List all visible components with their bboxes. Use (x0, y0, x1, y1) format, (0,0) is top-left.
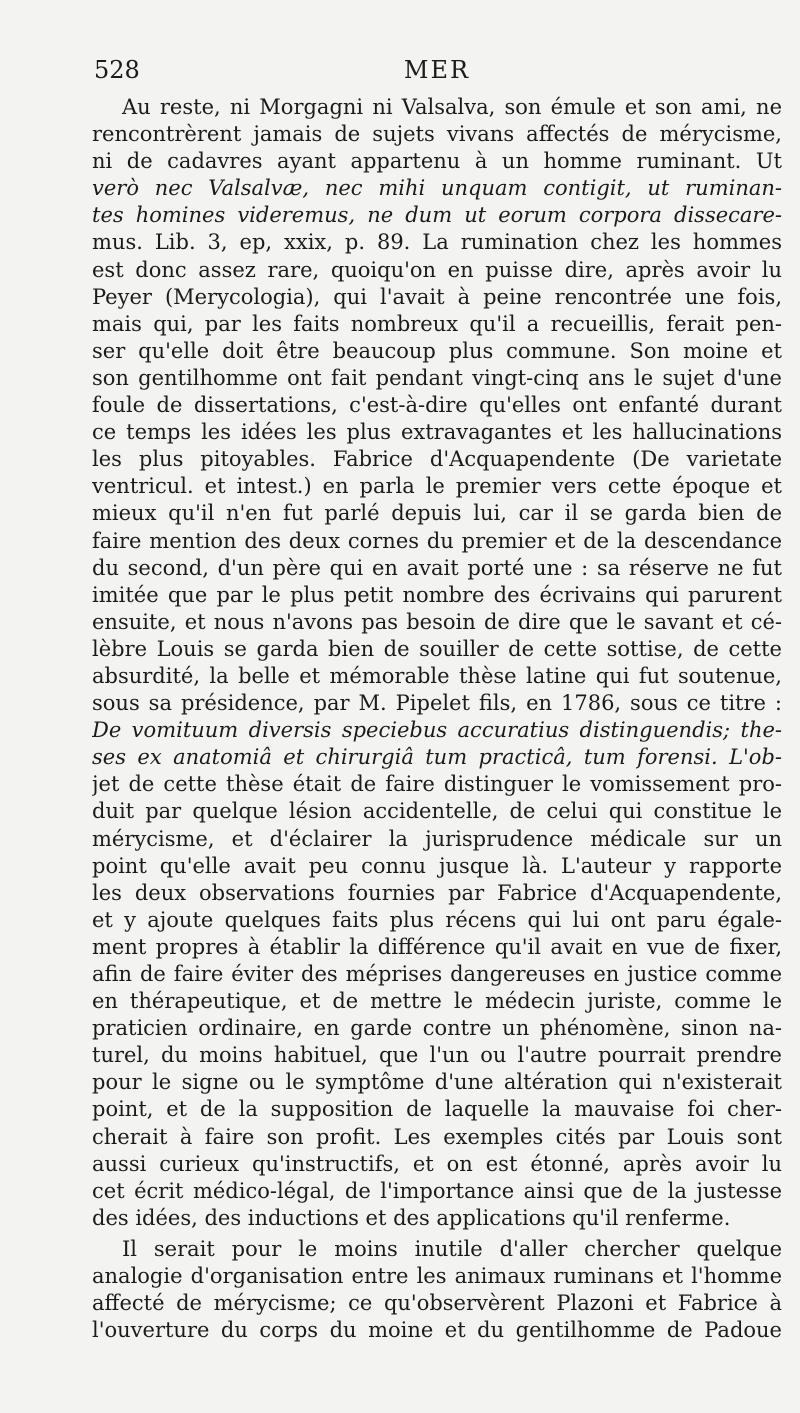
text-line: point, et de la supposition de laquelle la mauvaise foi cher- (92, 1097, 782, 1122)
text-line: mieux qu'il n'en fut parlé depuis lui, car il se garda bien de (92, 501, 782, 526)
text-line: pour le signe ou le symptôme d'une altération qui n'existerait (92, 1070, 782, 1095)
text-line: les deux observations fournies par Fabrice d'Acquapendente, (92, 880, 782, 905)
text-line: et y ajoute quelques faits plus récens qui lui ont paru égale- (92, 907, 782, 932)
text-line: ment propres à établir la différence qu'il avait en vue de fixer, (92, 934, 782, 959)
text-line: imitée que par le plus petit nombre des écrivains qui parurent (92, 582, 782, 607)
text-line: turel, du moins habituel, que l'un ou l'autre pourrait prendre (92, 1043, 782, 1068)
paragraph-2 (92, 1236, 782, 1344)
text-line: est donc assez rare, quoiqu'on en puisse dire, après avoir lu (92, 257, 782, 282)
text-line: du second, d'un père qui en avait porté une : sa réserve ne fut (92, 555, 782, 580)
text-line: sous sa présidence, par M. Pipelet fils, en 1786, sous ce titre : (92, 691, 782, 716)
text-line: duit par quelque lésion accidentelle, de celui qui constitue le (92, 799, 782, 824)
text-line: lèbre Louis se garda bien de souiller de cette sottise, de cette (92, 636, 782, 661)
text-line: ce temps les idées les plus extravagantes et les hallucinations (92, 420, 782, 445)
paragraph-1 (92, 94, 782, 1232)
text-line: mus. Lib. 3, ep, xxix, p. 89. La rumination chez les hommes (92, 230, 782, 255)
text-line: De vomituum diversis speciebus accuratius distinguendis; the- (92, 718, 782, 743)
text-line: point qu'elle avait peu connu jusque là. L'auteur y rapporte (92, 853, 782, 878)
text-line: tes homines videremus, ne dum ut eorum corpora dissecare- (92, 203, 782, 228)
text-line: Peyer (Merycologia), qui l'avait à peine rencontrée une fois, (92, 284, 782, 309)
text-line: les plus pitoyables. Fabrice d'Acquapendente (De varietate (92, 447, 782, 472)
text-line: afin de faire éviter des méprises dangereuses en justice comme (92, 962, 782, 986)
text-line: Il serait pour le moins inutile d'aller chercher quelque (122, 1236, 782, 1261)
page-number: 528 (94, 56, 140, 84)
text-line: analogie d'organisation entre les animaux ruminans et l'homme (92, 1264, 782, 1289)
text-line: Au reste, ni Morgagni ni Valsalva, son émule et son ami, ne (122, 95, 782, 119)
text-line: son gentilhomme ont fait pendant vingt-cinq ans le sujet d'une (92, 365, 782, 390)
text-line: des idées, des inductions et des applications qu'il renferme. (92, 1205, 731, 1230)
text-line: aussi curieux qu'instructifs, et on est étonné, après avoir lu (92, 1151, 782, 1176)
running-head: MER (403, 56, 471, 84)
text-line: ser qu'elle doit être beaucoup plus commune. Son moine et (92, 338, 782, 363)
text-line: foule de dissertations, c'est-à-dire qu'elles ont enfanté durant (92, 393, 782, 418)
text-line: rencontrèrent jamais de sujets vivans affectés de mérycisme, (92, 122, 782, 147)
text-line: affecté de mérycisme; ce qu'observèrent Plazoni et Fabrice à (92, 1291, 782, 1316)
text-line: absurdité, la belle et mémorable thèse latine qui fut soutenue, (92, 663, 782, 688)
text-line: faire mention des deux cornes du premier et de la descendance (92, 528, 782, 553)
text-line: praticien ordinaire, en garde contre un phénomène, sinon na- (92, 1016, 782, 1041)
text-line: mérycisme, et d'éclairer la jurisprudence médicale sur un (92, 826, 782, 851)
text-line: cet écrit médico-légal, de l'importance ainsi que de la justesse (92, 1178, 782, 1203)
text-line: en thérapeutique, et de mettre le médecin juriste, comme le (92, 989, 782, 1014)
text-line: ses ex anatomiâ et chirurgiâ tum practicâ, tum forensi. L'ob- (92, 745, 782, 770)
page-body (92, 94, 782, 1344)
page-header (92, 56, 782, 90)
text-line: verò nec Valsalvæ, nec mihi unquam contigit, ut ruminan- (92, 176, 782, 201)
text-line: mais qui, par les faits nombreux qu'il a recueillis, ferait pen- (92, 311, 782, 336)
text-line: ensuite, et nous n'avons pas besoin de dire que le savant et cé- (92, 609, 782, 634)
text-line: cherait à faire son profit. Les exemples cités par Louis sont (92, 1124, 782, 1149)
text-line: ni de cadavres ayant appartenu à un homme ruminant. Ut (92, 149, 782, 174)
text-line: jet de cette thèse était de faire distinguer le vomissement pro- (92, 772, 782, 797)
text-line: l'ouverture du corps du moine et du gentilhomme de Padoue (92, 1318, 782, 1343)
text-line: ventricul. et intest.) en parla le premier vers cette époque et (92, 474, 782, 499)
